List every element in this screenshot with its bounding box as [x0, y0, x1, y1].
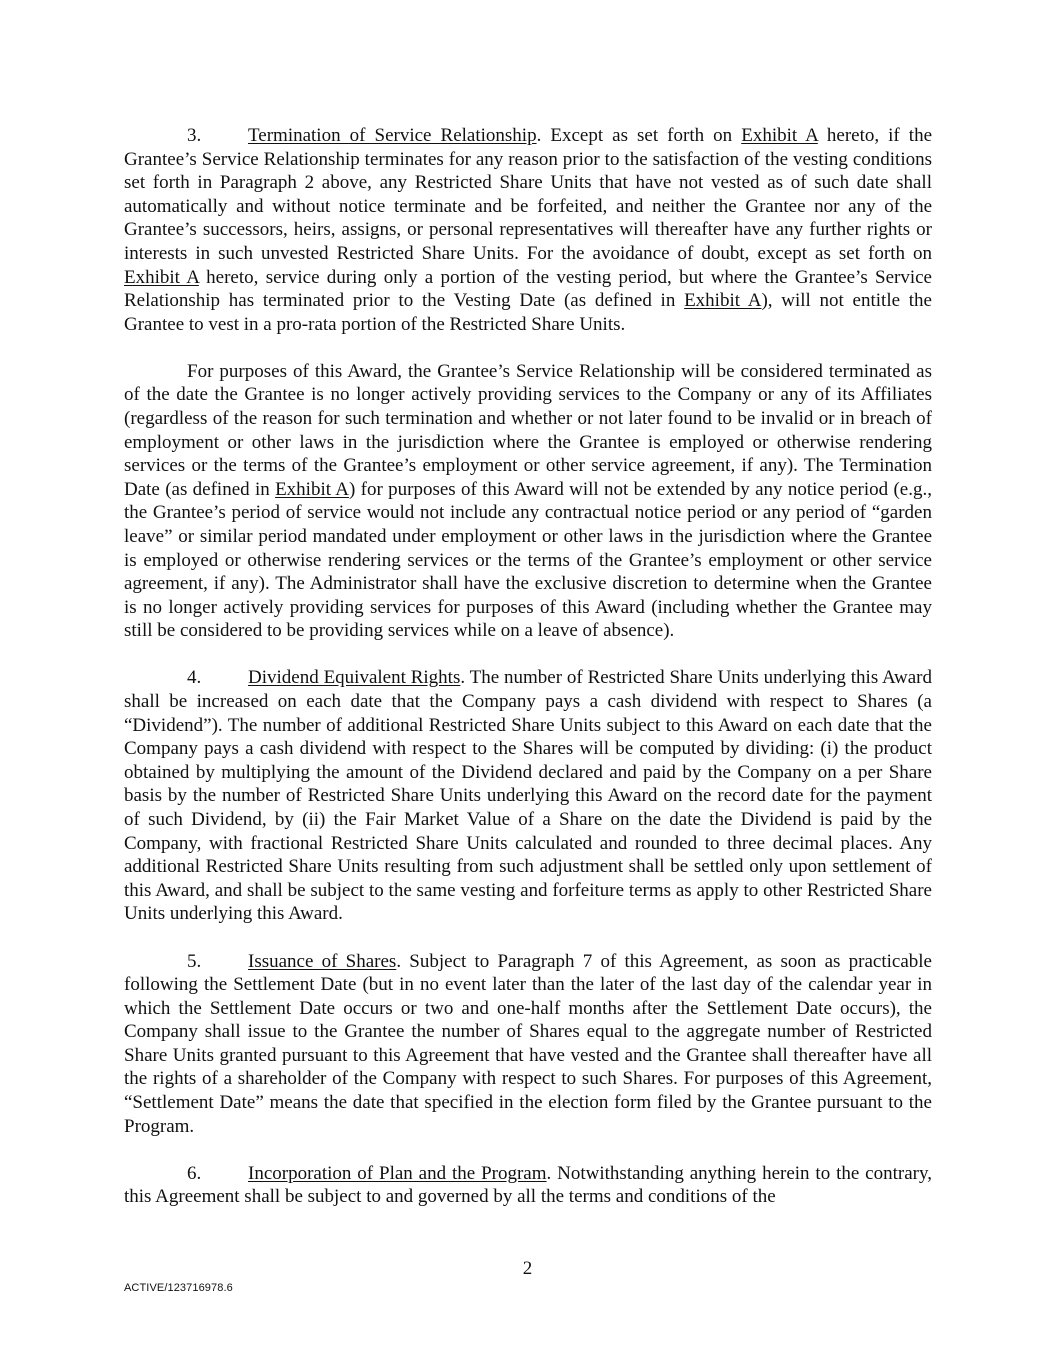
paragraph-number: 3.: [187, 125, 202, 146]
paragraph-heading: Termination of Service Relationship: [248, 125, 537, 146]
exhibit-reference: Exhibit A: [124, 266, 199, 288]
exhibit-reference: Exhibit A: [741, 125, 818, 146]
paragraph-text: . Notwithstanding anything herein to the contrary, this Agreement shall be subject to and governed by all the terms and conditions of the: [124, 1162, 932, 1208]
document-body: [124, 124, 932, 1232]
paragraph-text: For purposes of this Award, the Grantee’s Service Relationship will be considered terminated as of the date the Grantee is no longer actively providing services to the Company or any of its Affiliates (regardless of the reason for such termination and whether or not later found to be invalid or in breach of employment or other laws in the jurisdiction where the Grantee is employed or otherwise rendering services or the terms of the Grantee’s employment or other service agreement, if any). The Termination Date (as defined in: [124, 360, 932, 500]
exhibit-reference: Exhibit A: [684, 290, 762, 312]
paragraph-text: . Except as set forth on: [536, 125, 742, 146]
paragraph-text: hereto, if the Grantee’s Service Relationship terminates for any reason prior to the satisfaction of the vesting conditions set forth in Paragraph 2 above, any Restricted Share Units that have not vested as of such date shall automatically and without notice terminate and be forfeited, and neither the Grantee nor any of the Grantee’s successors, heirs, assigns, or personal representatives will thereafter have any further rights or interests in such unvested Restricted Share Units. For the avoidance of doubt, except as set forth on: [124, 125, 933, 264]
paragraph-3-continuation: [124, 360, 932, 643]
paragraph-4-dividend-equivalent-rights: [124, 666, 932, 926]
page-number: 2: [522, 1258, 533, 1279]
paragraph-number: 6.: [187, 1162, 202, 1184]
exhibit-reference: Exhibit A: [275, 478, 349, 500]
paragraph-3-termination: [124, 124, 932, 336]
paragraph-heading: Incorporation of Plan and the Program: [248, 1162, 547, 1184]
paragraph-6-incorporation: [124, 1162, 932, 1209]
document-footer-id: ACTIVE/123716978.6: [124, 1282, 233, 1294]
paragraph-number: 4.: [187, 667, 202, 689]
paragraph-heading: Issuance of Shares: [248, 950, 397, 972]
paragraph-text: ), will not entitle the Grantee to vest in a pro-rata portion of the Restricted Share Units.: [124, 290, 932, 335]
paragraph-number: 5.: [187, 950, 202, 972]
paragraph-text: . Subject to Paragraph 7 of this Agreement, as soon as practicable following the Settlement Date (but in no event later than the later of the last day of the calendar year in which the Settlement Date occurs or two and one-half months after the Settlement Date occurs), the Company shall issue to the Grantee the number of Shares equal to the aggregate number of Restricted Share Units granted pursuant to this Agreement that have vested and the Grantee shall thereafter have all the rights of a shareholder of the Company with respect to such Shares. For purposes of this Agreement, “Settlement Date” means the date that specified in the election form filed by the Grantee pursuant to the Program.: [124, 950, 932, 1137]
paragraph-text: . The number of Restricted Share Units underlying this Award shall be increased on each date that the Company pays a cash dividend with respect to Shares (a “Dividend”). The number of additional Restricted Share Units subject to this Award on each date that the Company pays a cash dividend with respect to the Shares will be computed by dividing: (i) the product obtained by multiplying the amount of the Dividend declared and paid by the Company on a per Share basis by the number of Restricted Share Units underlying this Award on the record date for the payment of such Dividend, by (ii) the Fair Market Value of a Share on the date the Dividend is paid by the Company, with fractional Restricted Share Units calculated and rounded to three decimal places. Any additional Restricted Share Units resulting from such adjustment shall be settled only upon settlement of this Award, and shall be subject to the same vesting and forfeiture terms as apply to other Restricted Share Units underlying this Award.: [124, 667, 932, 925]
paragraph-heading: Dividend Equivalent Rights: [248, 667, 461, 689]
paragraph-5-issuance-of-shares: [124, 950, 932, 1139]
paragraph-text: ) for purposes of this Award will not be extended by any notice period (e.g., the Grantee’s period of service would not include any contractual notice period or any period of “garden leave” or similar period mandated under employment or other laws in the jurisdiction where the Grantee is employed or otherwise rendering services or the terms of the Grantee’s employment or other service agreement, if any). The Administrator shall have the exclusive discretion to determine when the Grantee is no longer actively providing services for purposes of this Award (including whether the Grantee may still be considered to be providing services while on a leave of absence).: [124, 478, 932, 642]
paragraph-text: hereto, service during only a portion of the vesting period, but where the Grantee’s Service Relationship has terminated prior to the Vesting Date (as defined in: [124, 266, 932, 312]
